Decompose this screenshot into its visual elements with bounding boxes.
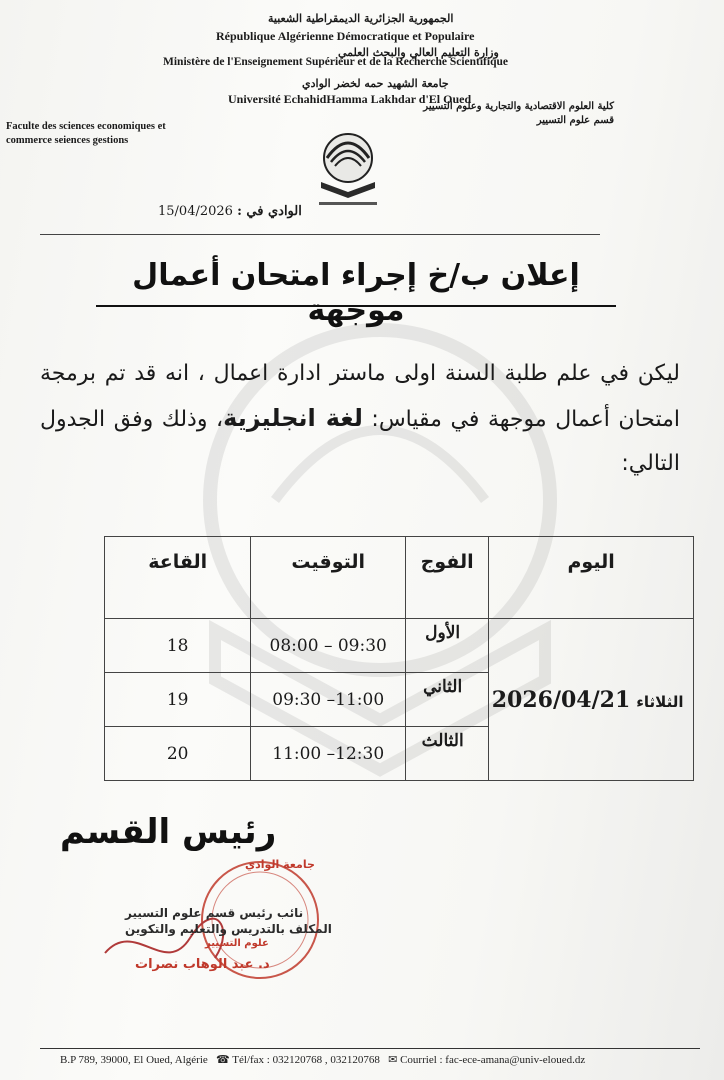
room-cell: 19 (105, 673, 251, 727)
subject-name: لغة انجليزية (223, 404, 363, 432)
stamp-line-3: علوم التسيير (205, 938, 269, 949)
date-label: الوادي في : (237, 204, 302, 219)
group-cell: الأول (406, 619, 489, 673)
header-group: الفوج (406, 537, 489, 619)
time-cell: 09:30 –11:00 (251, 673, 406, 727)
date-value: 15/04/2026 (158, 204, 233, 219)
footer-telfax: Tél/fax : 032120768 , 032120768 (232, 1054, 380, 1066)
stamp-line-1: نائب رئيس قسم علوم التسيير (125, 906, 304, 920)
phone-icon: ☎ (216, 1054, 230, 1066)
announcement-title: إعلان ب/خ إجراء امتحان أعمال موجهة (132, 258, 580, 328)
table-header-row (105, 537, 694, 619)
room-cell: 18 (105, 619, 251, 673)
mail-icon: ✉ (388, 1054, 398, 1066)
faculty-arabic: كلية العلوم الاقتصادية والتجارية وعلوم التسيير (423, 101, 614, 112)
official-stamp (95, 858, 335, 988)
exam-schedule-table (104, 536, 694, 781)
republic-french: République Algérienne Démocratique et Populaire (216, 29, 475, 43)
republic-arabic: الجمهورية الجزائرية الديمقراطية الشعبية (268, 12, 454, 25)
group-cell: الثالث (406, 727, 489, 781)
day-name: الثلاثاء (636, 692, 684, 711)
body-text-before: ليكن في علم طلبة السنة اولى ماستر ادارة اعمال ، انه قد تم برمجة امتحان أعمال موجهة في مقياس: (40, 361, 681, 432)
header-divider (40, 234, 600, 235)
group-cell: الثاني (406, 673, 489, 727)
university-arabic: جامعة الشهيد حمه لخضر الوادي (302, 77, 449, 90)
footer-address: B.P 789, 39000, El Oued, Algérie (60, 1054, 208, 1066)
table-row (105, 619, 694, 673)
header-room: القاعة (105, 537, 251, 619)
stamp-ring-text: جامعة الوادي (245, 858, 315, 871)
announcement-body (40, 352, 680, 486)
room-cell: 20 (105, 727, 251, 781)
header-time: التوقيت (251, 537, 406, 619)
ministry-arabic: وزارة التعليم العالي والبحث العلمي (338, 46, 499, 59)
body-text-after: ، وذلك وفق الجدول التالي: (40, 407, 680, 476)
footer-divider (40, 1048, 700, 1049)
date-line (158, 204, 302, 219)
department-arabic: قسم علوم التسيير (536, 115, 614, 126)
time-cell: 11:00 –12:30 (251, 727, 406, 781)
university-logo (313, 130, 383, 208)
department-head-title: رئيس القسم (60, 812, 277, 852)
title-underline (96, 305, 616, 307)
university-french: Université EchahidHamma Lakhdar d'El Oued (228, 92, 472, 106)
day-date: 2026/04/21 (491, 686, 631, 713)
time-cell: 08:00 – 09:30 (251, 619, 406, 673)
footer-email: Courriel : fac-ece-amana@univ-eloued.dz (400, 1054, 586, 1066)
footer-contact (60, 1053, 585, 1066)
header-day: اليوم (489, 537, 694, 619)
stamp-line-2: المكلف بالتدريس والتعليم والتكوين (125, 922, 332, 936)
stamp-signatory-name: د. عبد الوهاب نصرات (135, 957, 270, 972)
day-cell (489, 619, 694, 781)
ministry-french: Ministère de l'Enseignement Supérieur et de la Recherche Scientifique (163, 56, 508, 68)
faculty-french: Faculte des sciences economiques et commerce seiences gestions (6, 121, 166, 146)
